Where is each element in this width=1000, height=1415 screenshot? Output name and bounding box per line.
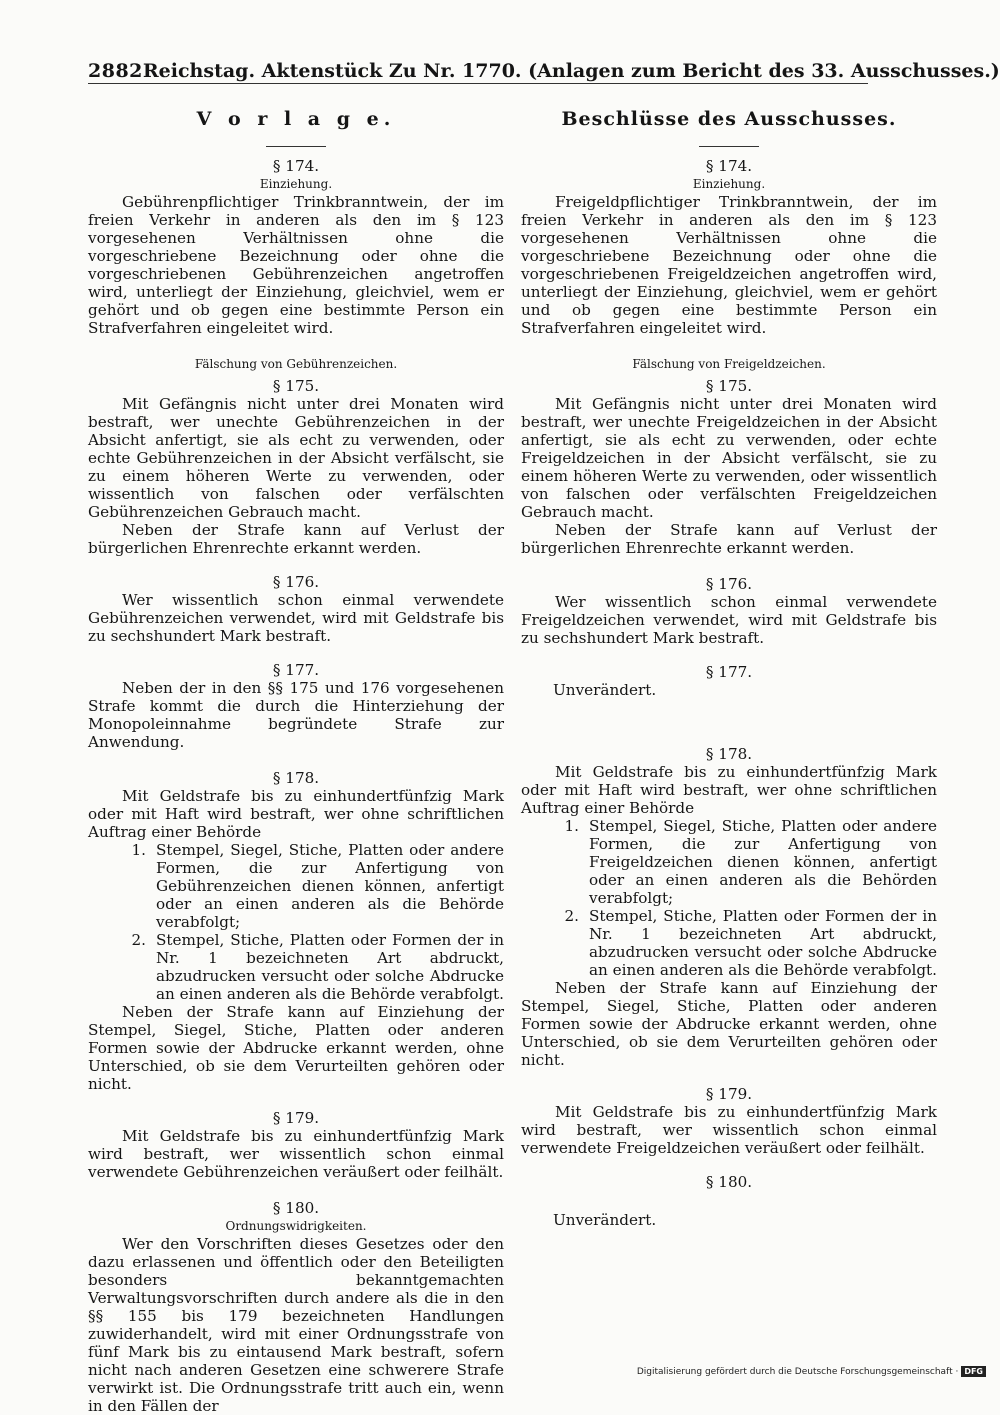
section-175-text: Mit Gefängnis nicht unter drei Monaten wird bestraft, wer unechte Freigeldzeichen in der Absicht anfertigt, sie als echt zu verwenden, oder echte Freigeldzeichen in der Absicht verfälscht, sie zu einem höheren Werte zu verwenden, oder wissentlich von falschen oder verfälschten Freigeldzeichen Gebrauch macht. [521, 395, 937, 521]
column-title: V o r l a g e. [196, 108, 396, 130]
section-175-number: § 175. [705, 377, 753, 395]
section-178-text-2: Neben der Strafe kann auf Einziehung der Stempel, Siegel, Stiche, Platten oder anderen Formen sowie der Abdrucke erkannt werden, ohne Unterschied, ob sie dem Verurteilten gehören oder nicht. [521, 979, 937, 1069]
section-174-text: Gebührenpflichtiger Trinkbranntwein, der im freien Verkehr in anderen als den im § 123 vorgesehenen Verhältnissen ohne die vorgeschriebene Bezeichnung oder ohne die vorgeschriebenen Gebührenzeichen angetroffen wird, unterliegt der Einziehung, gleichviel, wem er gehört und ob gegen eine bestimmte Person ein Strafverfahren eingeleitet wird. [88, 193, 504, 337]
section-180-number: § 180. [705, 1173, 753, 1191]
column-title: Beschlüsse des Ausschusses. [561, 108, 897, 130]
section-176-number: § 176. [705, 575, 753, 593]
item-text: Stempel, Siegel, Stiche, Platten oder andere Formen, die zur Anfertigung von Gebührenzeichen dienen können, anfertigt oder an einen anderen als die Behörde verabfolgt; [156, 841, 504, 931]
section-177-number: § 177. [272, 661, 320, 679]
section-174-heading: Einziehung. [692, 177, 766, 191]
running-header [88, 60, 1000, 82]
section-178-number: § 178. [272, 769, 320, 787]
section-176-text: Wer wissentlich schon einmal verwendete Gebührenzeichen verwendet, wird mit Geldstrafe bis zu sechshundert Mark bestraft. [88, 591, 504, 645]
title-divider [266, 146, 326, 147]
section-176-text: Wer wissentlich schon einmal verwendete Freigeldzeichen verwendet, wird mit Geldstrafe bis zu sechshundert Mark bestraft. [521, 593, 937, 647]
item-number: 1. [564, 817, 579, 835]
header-rule [88, 83, 868, 84]
section-180-number: § 180. [272, 1199, 320, 1217]
section-175-heading: Fälschung von Gebührenzeichen. [194, 357, 398, 371]
section-180-heading: Ordnungswidrigkeiten. [225, 1219, 367, 1233]
footer-credit [637, 1366, 986, 1377]
section-174-number: § 174. [272, 157, 320, 175]
item-text: Stempel, Stiche, Platten oder Formen der in Nr. 1 bezeichneten Art abdruckt, abzudrucken versucht oder solche Abdrucke an einen anderen als die Behörde verabfolgt. [156, 931, 504, 1003]
section-178-intro: Mit Geldstrafe bis zu einhundertfünfzig Mark oder mit Haft wird bestraft, wer ohne schriftlichen Auftrag einer Behörde [88, 787, 504, 841]
section-178-item-2 [521, 907, 937, 979]
section-174-number: § 174. [705, 157, 753, 175]
column-beschluesse [521, 106, 937, 1229]
section-177-text: Neben der in den §§ 175 und 176 vorgesehenen Strafe kommt die durch die Hinterziehung der Monopoleinnahme begründete Strafe zur Anwendung. [88, 679, 504, 751]
section-177-number: § 177. [705, 663, 753, 681]
section-180-text: Wer den Vorschriften dieses Gesetzes oder den dazu erlassenen und öffentlich oder den Beteiligten besonders bekanntgemachten Verwaltungsvorschriften durch andere als die in den §§ 155 bis 179 bezeichneten Handlungen zuwiderhandelt, wird mit einer Ordnungsstrafe von fünf Mark bis zu eintausend Mark bestraft, sofern nicht nach anderen Gesetzen eine schwerere Strafe verwirkt ist. Die Ordnungsstrafe tritt auch ein, wenn in den Fällen der [88, 1235, 504, 1415]
section-175-heading: Fälschung von Freigeldzeichen. [632, 357, 826, 371]
section-178-number: § 178. [705, 745, 753, 763]
section-179-number: § 179. [272, 1109, 320, 1127]
column-vorlage [88, 106, 504, 1415]
section-180-unchanged: Unverändert. [553, 1211, 657, 1229]
section-179-number: § 179. [705, 1085, 753, 1103]
running-title: Reichstag. Aktenstück Zu Nr. 1770. (Anlagen zum Bericht des 33. Ausschusses.) [142, 60, 1000, 82]
section-179-text: Mit Geldstrafe bis zu einhundertfünfzig Mark wird bestraft, wer wissentlich schon einmal verwendete Freigeldzeichen veräußert oder feilhält. [521, 1103, 937, 1157]
item-text: Stempel, Siegel, Stiche, Platten oder andere Formen, die zur Anfertigung von Freigeldzeichen dienen können, anfertigt oder an einen anderen als die Behörden verabfolgt; [589, 817, 937, 907]
section-174-text: Freigeldpflichtiger Trinkbranntwein, der im freien Verkehr in anderen als den im § 123 vorgesehenen Verhältnissen ohne die vorgeschriebene Bezeichnung oder ohne die vorgeschriebenen Freigeldzeichen angetroffen wird, unterliegt der Einziehung, gleichviel, wem er gehört und ob gegen eine bestimmte Person ein Strafverfahren eingeleitet wird. [521, 193, 937, 337]
item-number: 2. [564, 907, 579, 925]
section-178-item-2 [88, 931, 504, 1003]
section-175-text-2: Neben der Strafe kann auf Verlust der bürgerlichen Ehrenrechte erkannt werden. [521, 521, 937, 557]
section-176-number: § 176. [272, 573, 320, 591]
section-175-text-2: Neben der Strafe kann auf Verlust der bürgerlichen Ehrenrechte erkannt werden. [88, 521, 504, 557]
section-175-number: § 175. [272, 377, 320, 395]
section-178-item-1 [521, 817, 937, 907]
dfg-logo: DFG [961, 1366, 986, 1377]
item-number: 1. [131, 841, 146, 859]
item-text: Stempel, Stiche, Platten oder Formen der in Nr. 1 bezeichneten Art abdruckt, abzudrucken versucht oder solche Abdrucke an einen anderen als die Behörde verabfolgt. [589, 907, 937, 979]
section-179-text: Mit Geldstrafe bis zu einhundertfünfzig Mark wird bestraft, wer wissentlich schon einmal verwendete Gebührenzeichen veräußert oder feilhält. [88, 1127, 504, 1181]
section-178-text-2: Neben der Strafe kann auf Einziehung der Stempel, Siegel, Stiche, Platten oder anderen Formen sowie der Abdrucke erkannt werden, ohne Unterschied, ob sie dem Verurteilten gehören oder nicht. [88, 1003, 504, 1093]
section-177-unchanged: Unverändert. [553, 681, 657, 699]
item-number: 2. [131, 931, 146, 949]
section-178-intro: Mit Geldstrafe bis zu einhundertfünfzig Mark oder mit Haft wird bestraft, wer ohne schriftlichen Auftrag einer Behörde [521, 763, 937, 817]
section-178-item-1 [88, 841, 504, 931]
section-174-heading: Einziehung. [259, 177, 333, 191]
page-number: 2882 [88, 60, 143, 82]
section-175-text: Mit Gefängnis nicht unter drei Monaten wird bestraft, wer unechte Gebührenzeichen in der Absicht anfertigt, sie als echt zu verwenden, oder echte Gebührenzeichen in der Absicht verfälscht, sie zu einem höheren Werte zu verwenden, oder wissentlich von falschen oder verfälschten Gebührenzeichen Gebrauch macht. [88, 395, 504, 521]
funding-note: Digitalisierung gefördert durch die Deutsche Forschungsgemeinschaft · [636, 1366, 959, 1377]
title-divider [699, 146, 759, 147]
